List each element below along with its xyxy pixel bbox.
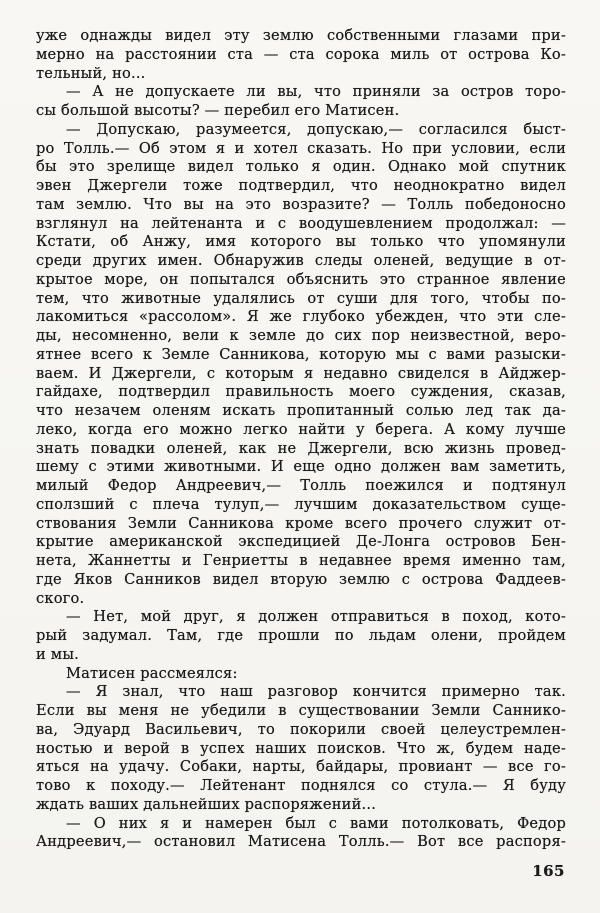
text-line: ствования Земли Санникова кроме всего прочего служит от-	[36, 514, 566, 532]
text-line: нета, Жаннетты и Генриетты в недавнее время именно там,	[36, 552, 566, 569]
text-line: — Допускаю, разумеется, допускаю,— согласился быст-	[66, 120, 566, 138]
text-line: знать повадки оленей, как не Джергели, всю жизнь провед-	[36, 439, 566, 457]
text-line: шему с этими животными. И еще одно должен вам заметить,	[36, 458, 566, 476]
text-line: — А не допускаете ли вы, что приняли за остров торо-	[66, 83, 566, 101]
text-line: сползший с плеча тулуп,— лучшим доказательством суще-	[36, 495, 566, 513]
text-line: тово к походу.— Лейтенант поднялся со стула.— Я буду	[36, 777, 566, 794]
text-line: ва, Эдуард Васильевич, то покорили своей целеустремлен-	[36, 720, 566, 738]
text-line: рый задумал. Там, где прошли по льдам олени, пройдем	[36, 627, 566, 644]
text-line: Андреевич,— остановил Матисена Толль.— Вот все распоря-	[36, 833, 566, 851]
text-line: милый Федор Андреевич,— Толль поежился и подтянул	[36, 477, 566, 494]
text-line: — Нет, мой друг, я должен отправиться в поход, кото-	[66, 608, 566, 626]
text-line: Если вы меня не убедили в существовании Земли Саннико-	[36, 702, 566, 719]
text-block	[36, 27, 566, 852]
text-line: гайдахе, подтвердил правильность моего суждения, сказав,	[36, 383, 566, 401]
text-line: и мы.	[36, 645, 79, 663]
text-line: крытие американской экспедицией Де-Лонга островов Бен-	[36, 533, 566, 551]
text-line: леко, когда его можно легко найти у берега. А кому лучше	[36, 420, 566, 438]
text-line: где Яков Санников видел вторую землю с острова Фаддеев-	[36, 570, 566, 588]
text-line: среди других имен. Обнаружив следы оленей, ведущие в от-	[36, 252, 566, 269]
text-line: ятнее всего к Земле Санникова, которую мы с вами разыски-	[36, 345, 566, 363]
text-line: ро Толль.— Об этом я и хотел сказать. Но при условии, если	[36, 139, 566, 157]
text-line: — Я знал, что наш разговор кончится примерно так.	[66, 683, 566, 701]
text-line: — О них я и намерен был с вами потолковать, Федор	[66, 814, 566, 832]
text-line: ского.	[36, 589, 85, 607]
text-line: Кстати, об Анжу, имя которого вы только что упомянули	[36, 233, 566, 251]
text-line: тельный, но...	[36, 64, 146, 82]
text-line: мерно на расстоянии ста — ста сорока миль от острова Ко-	[36, 45, 566, 63]
text-line: что незачем оленям искать пропитанный солью лед так да-	[36, 402, 566, 419]
text-line: ждать ваших дальнейших распоряжений...	[36, 795, 377, 813]
page-number: 165	[532, 862, 565, 880]
text-line: лакомиться «рассолом». Я же глубоко убежден, что эти сле-	[36, 308, 566, 326]
text-line: ностью и верой в успех наших поисков. Что ж, будем наде-	[36, 739, 566, 757]
text-line: там землю. Что вы на это возразите? — Толль победоносно	[36, 195, 566, 213]
text-line: крытое море, он попытался объяснить это странное явление	[36, 270, 566, 288]
text-line: взглянул на лейтенанта и с воодушевлением продолжал: —	[36, 214, 566, 232]
text-line: сы большой высоты? — перебил его Матисен.	[36, 102, 400, 119]
text-line: ды, несомненно, вели к земле до сих пор неизвестной, веро-	[36, 327, 566, 344]
text-line: уже однажды видел эту землю собственными глазами при-	[36, 27, 566, 44]
text-line: тем, что животные удалялись от суши для того, чтобы по-	[36, 289, 566, 307]
text-line: ваем. И Джергели, с которым я недавно свиделся в Айджер-	[36, 364, 566, 382]
text-line: Матисен рассмеялся:	[66, 664, 238, 682]
text-line: эвен Джергели тоже подтвердил, что неоднократно видел	[36, 177, 566, 194]
text-line: яться на удачу. Собаки, нарты, байдары, провиант — все го-	[36, 758, 566, 776]
text-line: бы это зрелище видел только я один. Однако мой спутник	[36, 158, 566, 176]
